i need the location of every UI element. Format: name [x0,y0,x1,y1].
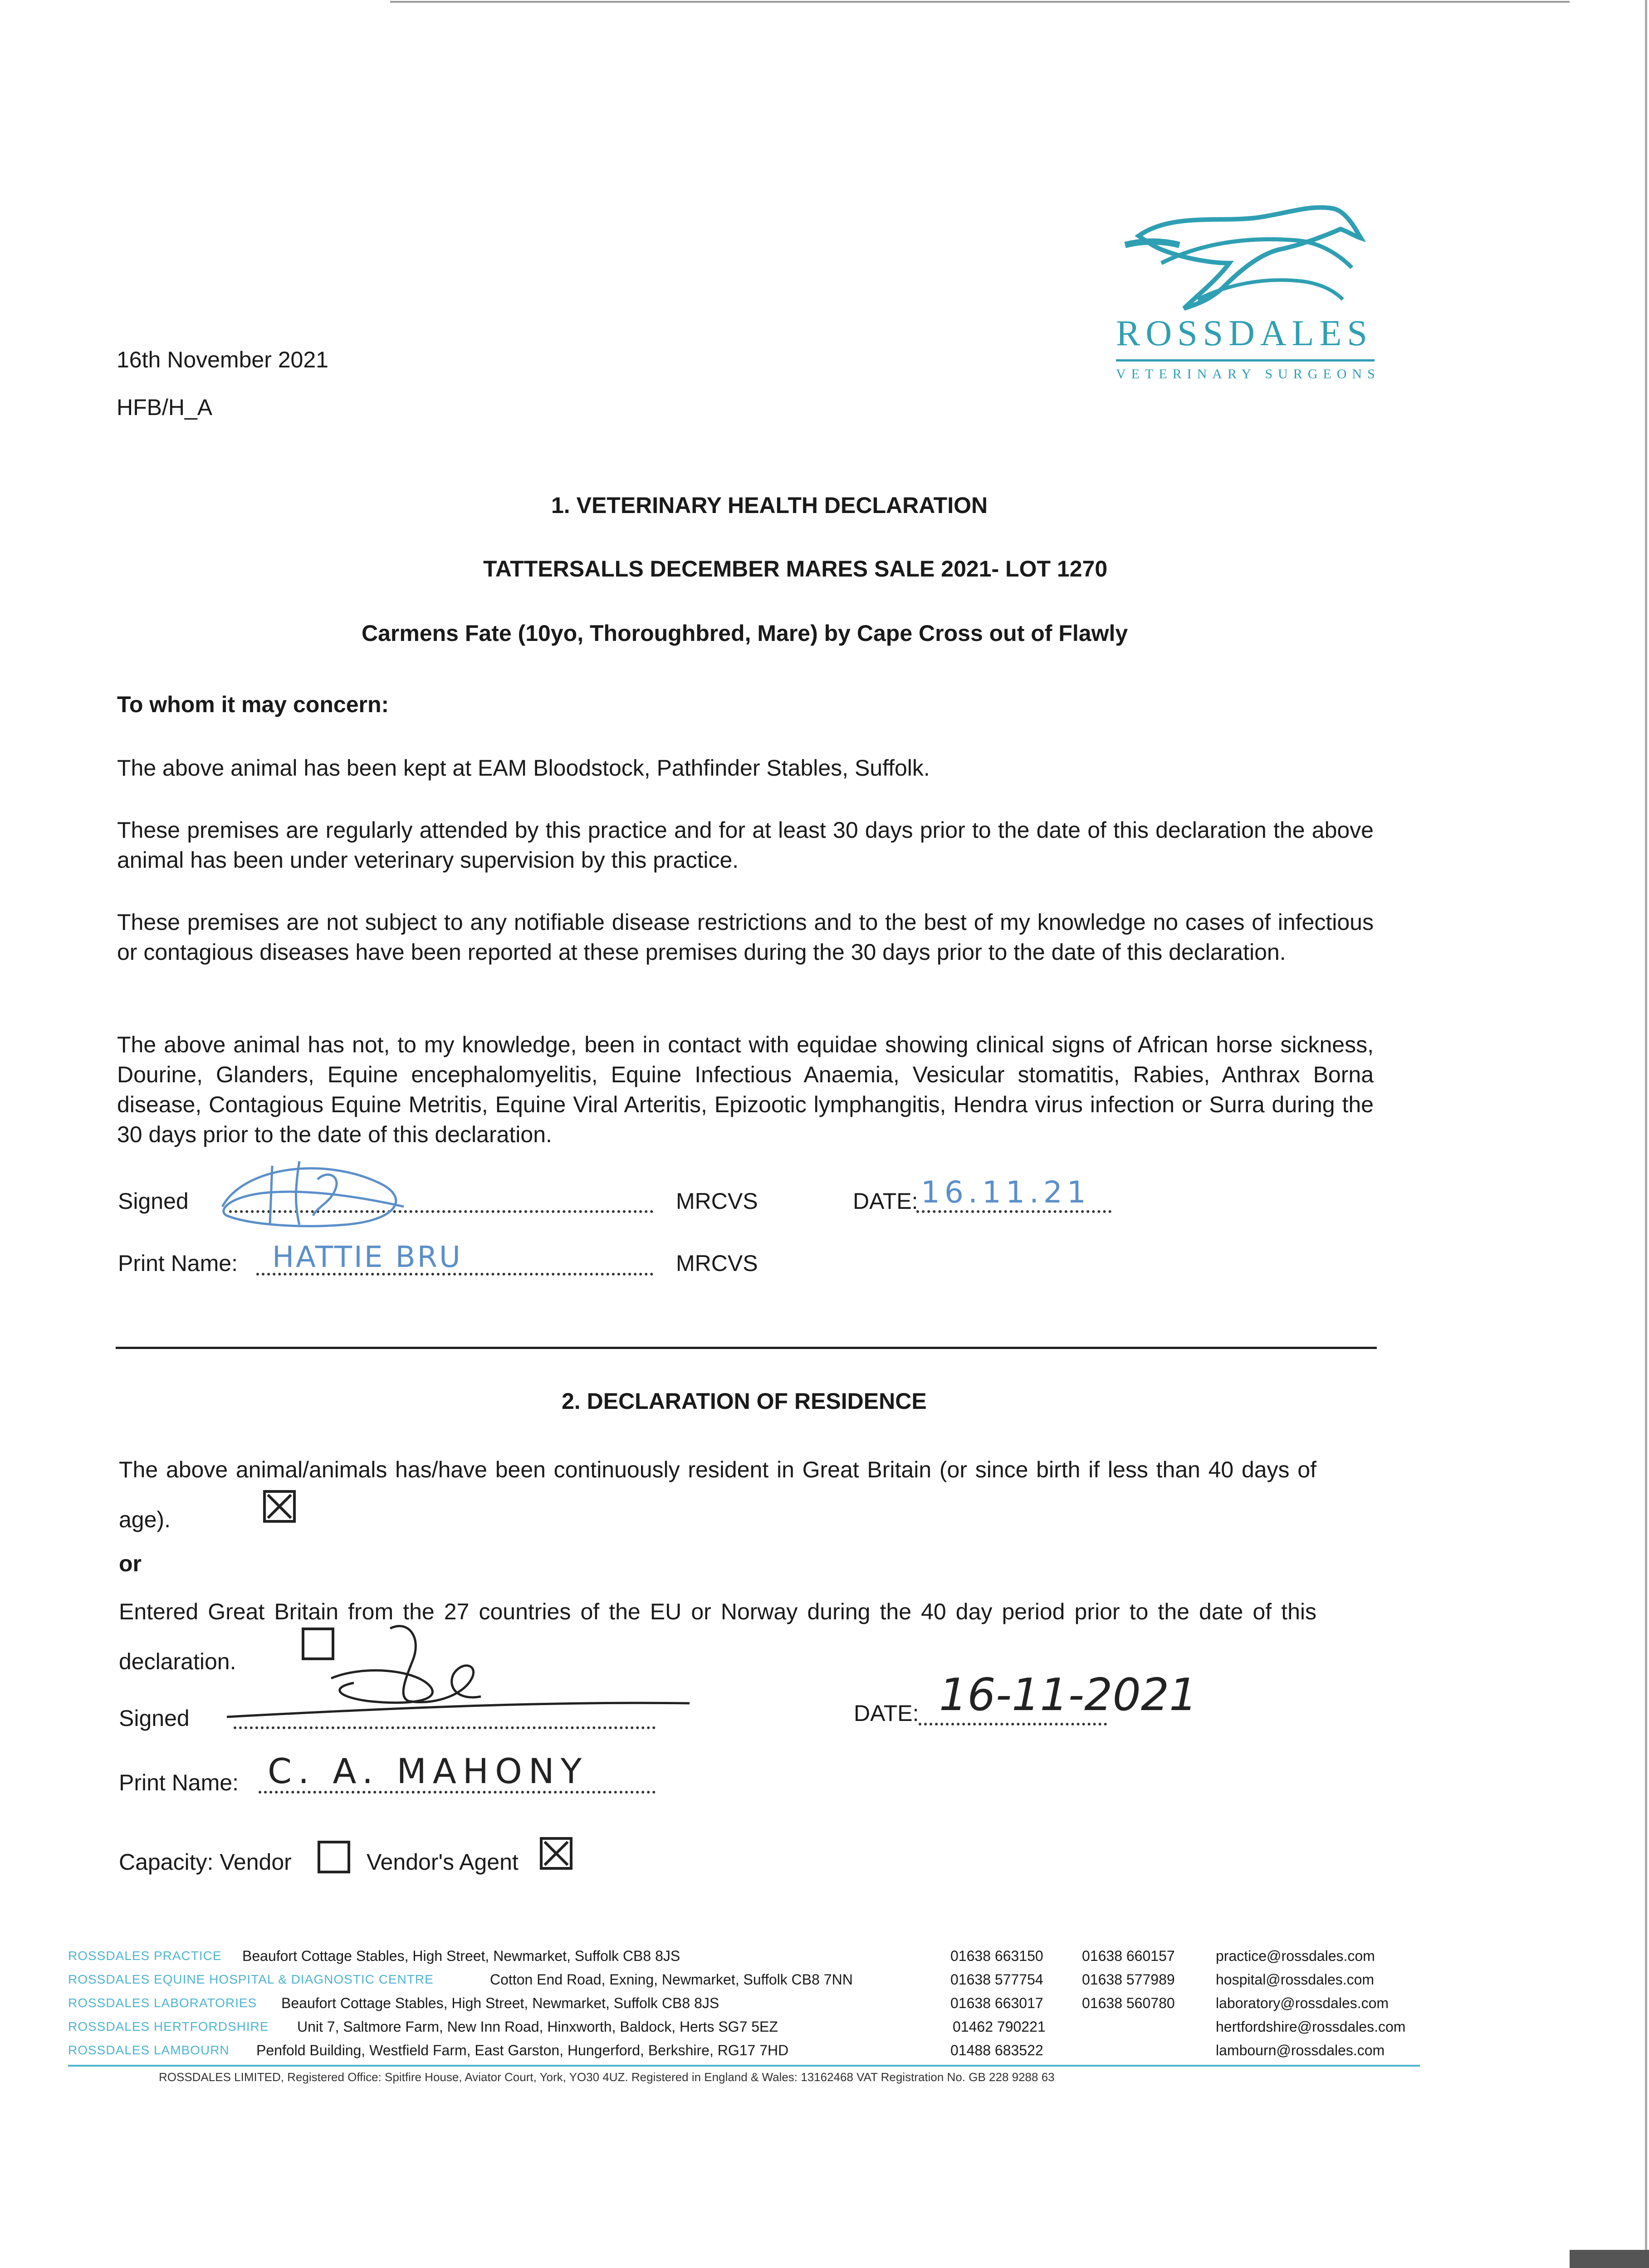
owner-date-label: DATE: [854,1701,919,1726]
footer-name: ROSSDALES LABORATORIES [68,1996,257,2010]
footer-name: ROSSDALES HERTFORDSHIRE [68,2019,269,2033]
section1-title: 1. VETERINARY HEALTH DECLARATION [551,493,988,518]
footer-address: Penfold Building, Westfield Farm, East Garston, Hungerford, Berkshire, RG17 7HD [256,2042,789,2058]
para-contact: The above animal has not, to my knowledge, been in contact with equidae showing clinical signs of African horse sickness, Dourine, Glanders, Equine encephalomyelitis, Equine Infectious Anaemia, Vesicular stomatitis, Rabies, Anthrax Borna disease, Contagious Equine Metritis, Equine Viral Arteritis, Epizootic lymphangitis, Hendra virus infection or Surra during the 30 days prior to the date of this declaration. [117,1032,1374,1147]
footer-email: laboratory@rossdales.com [1216,1995,1389,2011]
horse-logo-icon [1107,195,1379,322]
scan-mark [1570,2250,1649,2268]
footer-row-practice [68,1946,1429,1970]
footer-tel: 01462 790221 [953,2019,1046,2035]
owner-date-value: 16-11-2021 [939,1669,1198,1721]
footer-tel: 01638 577754 [950,1971,1043,1988]
footer-row-hertfordshire [68,2017,1429,2040]
rossdales-logo [1107,195,1379,395]
owner-signature [218,1610,694,1746]
footer-fax: 01638 560780 [1082,1995,1175,2011]
scan-edge-right [1645,0,1647,2250]
vet-signature [209,1139,445,1247]
salutation: To whom it may concern: [117,692,389,717]
residence-option1 [119,1445,1316,1545]
vendor-agent-checkbox[interactable] [540,1837,573,1870]
vet-mrcvs-label: MRCVS [676,1188,758,1214]
footer-address: Beaufort Cottage Stables, High Street, Newmarket, Suffolk CB8 8JS [242,1948,680,1964]
logo-brand: ROSSDALES [1116,313,1373,353]
vet-print-mrcvs-label: MRCVS [676,1251,758,1276]
animal-description: Carmens Fate (10yo, Thoroughbred, Mare) by Cape Cross out of Flawly [362,621,1128,646]
or-label: or [119,1551,142,1576]
vet-date-value: 16.11.21 [921,1175,1091,1210]
footer-registered: ROSSDALES LIMITED, Registered Office: Spitfire House, Aviator Court, York, YO30 4UZ. Registered in England & Wales: 13162468 VAT Registration No. GB 228 9288 63 [159,2070,1055,2084]
owner-signed-label: Signed [119,1706,190,1731]
footer-name: ROSSDALES PRACTICE [68,1949,222,1963]
para-restrictions: These premises are not subject to any notifiable disease restrictions and to the best of my knowledge no cases of infectious or contagious diseases have been reported at these premises during the 30 days prior to the date of this declaration. [117,909,1374,965]
footer-row-hospital [68,1970,1429,1993]
reference: HFB/H_A [117,395,213,420]
vet-date-line [916,1210,1111,1213]
section2-title: 2. DECLARATION OF RESIDENCE [562,1388,927,1414]
para-attended: These premises are regularly attended by this practice and for at least 30 days prior to the date of this declaration the above animal has been under veterinary supervision by this practice. [117,817,1374,873]
scan-edge-top [390,1,1570,3]
footer-address: Cotton End Road, Exning, Newmarket, Suffolk CB8 7NN [490,1971,853,1988]
owner-date-line [919,1723,1107,1725]
footer-tel: 01638 663150 [950,1948,1043,1964]
footer-row-lambourn [68,2040,1429,2064]
footer-email: hertfordshire@rossdales.com [1216,2019,1406,2035]
logo-rule [1116,359,1375,362]
section1-subtitle: TATTERSALLS DECEMBER MARES SALE 2021- LOT 1270 [483,556,1108,582]
residence-option1-text: The above animal/animals has/have been continuously resident in Great Britain (or since birth if less than 40 days of age). [119,1457,1316,1532]
footer-row-laboratories [68,1993,1429,2017]
para-kept-at: The above animal has been kept at EAM Bloodstock, Pathfinder Stables, Suffolk. [117,755,930,781]
owner-print-name-label: Print Name: [119,1770,239,1795]
footer [68,1946,1429,2091]
footer-email: lambourn@rossdales.com [1216,2042,1385,2058]
vet-print-name-label: Print Name: [118,1251,238,1276]
footer-email: hospital@rossdales.com [1216,1971,1375,1988]
footer-name: ROSSDALES LAMBOURN [68,2043,230,2057]
residence-option1-checkbox[interactable] [263,1490,296,1523]
footer-tel: 01488 683522 [950,2042,1043,2058]
owner-print-name-value: C. A. MAHONY [268,1751,588,1791]
vet-print-name-value: HATTIE BRU [272,1241,462,1274]
footer-tel: 01638 663017 [950,1995,1043,2011]
letter-date: 16th November 2021 [117,347,328,372]
vet-date-label: DATE: [853,1188,918,1214]
vet-signed-label: Signed [118,1188,189,1214]
footer-address: Beaufort Cottage Stables, High Street, Newmarket, Suffolk CB8 8JS [281,1995,719,2011]
capacity-vendor-label: Capacity: Vendor [119,1849,292,1875]
vendor-checkbox[interactable] [318,1841,350,1873]
footer-email: practice@rossdales.com [1216,1948,1375,1964]
footer-fax: 01638 660157 [1082,1948,1175,1964]
footer-fax: 01638 577989 [1082,1971,1175,1988]
vendor-agent-label: Vendor's Agent [367,1849,519,1875]
residence-option2-text: Entered Great Britain from the 27 countries of the EU or Norway during the 40 day period prior to the date of this declaration. [119,1599,1316,1674]
section-divider [116,1347,1377,1349]
footer-name: ROSSDALES EQUINE HOSPITAL & DIAGNOSTIC CENTRE [68,1972,434,1986]
footer-address: Unit 7, Saltmore Farm, New Inn Road, Hinxworth, Baldock, Herts SG7 5EZ [297,2019,778,2035]
footer-rule [68,2065,1420,2067]
logo-tagline: VETERINARY SURGEONS [1116,367,1380,381]
